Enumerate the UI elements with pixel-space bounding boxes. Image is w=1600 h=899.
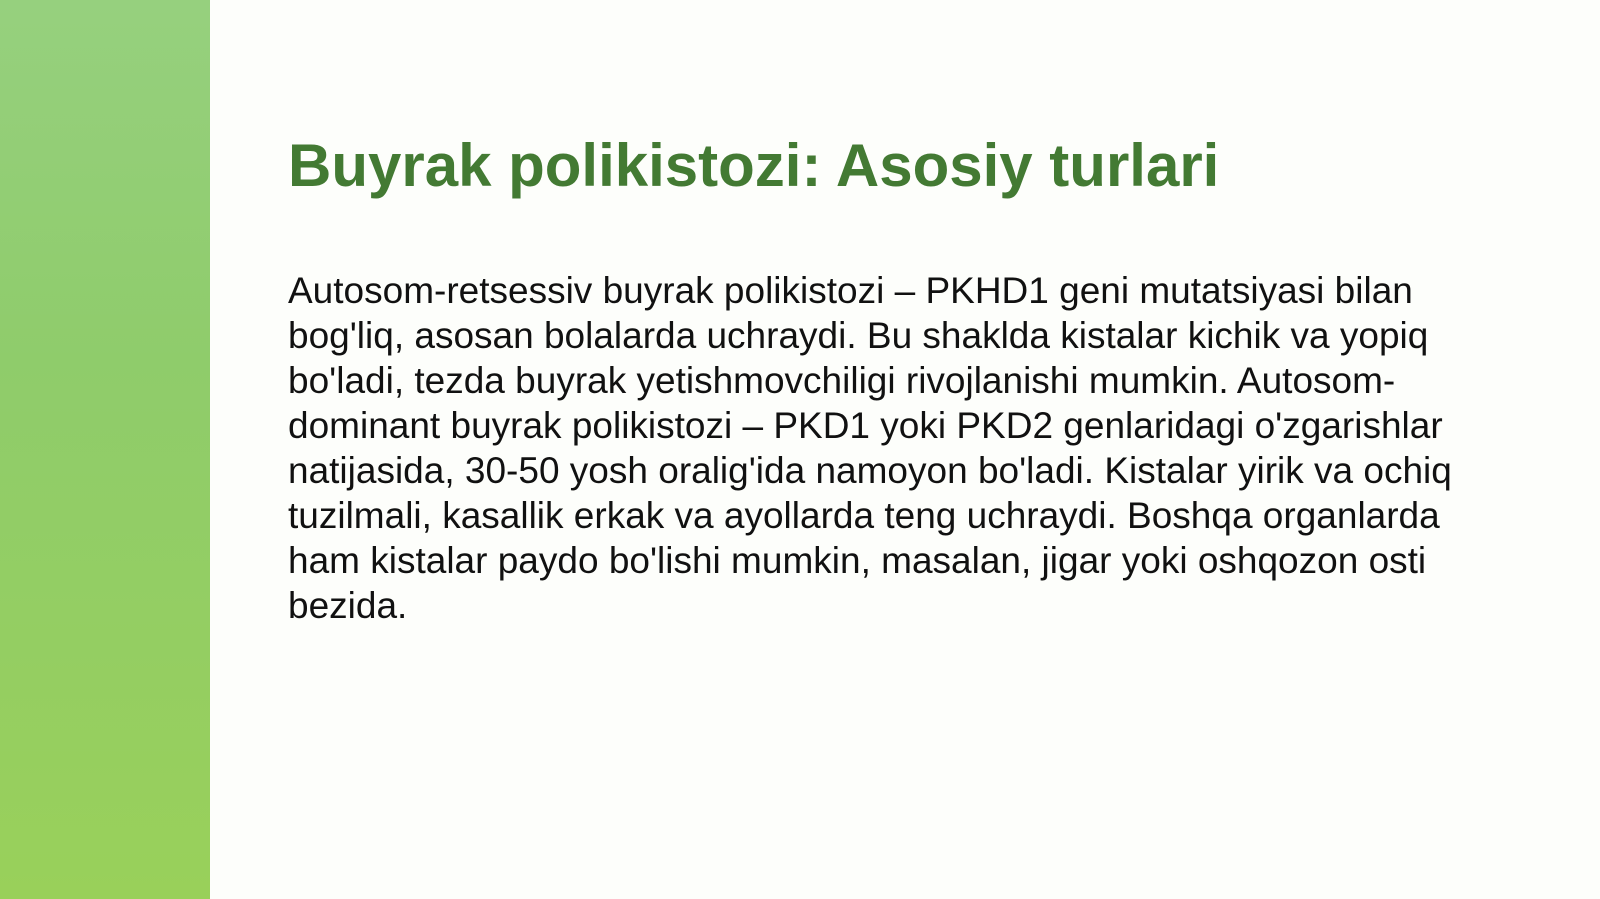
slide-body-text: Autosom-retsessiv buyrak polikistozi – PKHD1 geni mutatsiyasi bilan bog'liq, asosan bolalarda uchraydi. Bu shaklda kistalar kichik va yopiq bo'ladi, tezda buyrak yetishmovchiligi rivojlanishi mumkin. Autosom-dominant buyrak polikistozi – PKD1 yoki PKD2 genlaridagi o'zgarishlar natijasida, 30-50 yosh oralig'ida namoyon bo'ladi. Kistalar yirik va ochiq tuzilmali, kasallik erkak va ayollarda teng uchraydi. Boshqa organlarda ham kistalar paydo bo'lishi mumkin, masalan, jigar yoki oshqozon osti bezida. — [288, 270, 1452, 626]
slide-title: Buyrak polikistozi: Asosiy turlari — [288, 132, 1220, 199]
accent-side-band — [0, 0, 210, 899]
